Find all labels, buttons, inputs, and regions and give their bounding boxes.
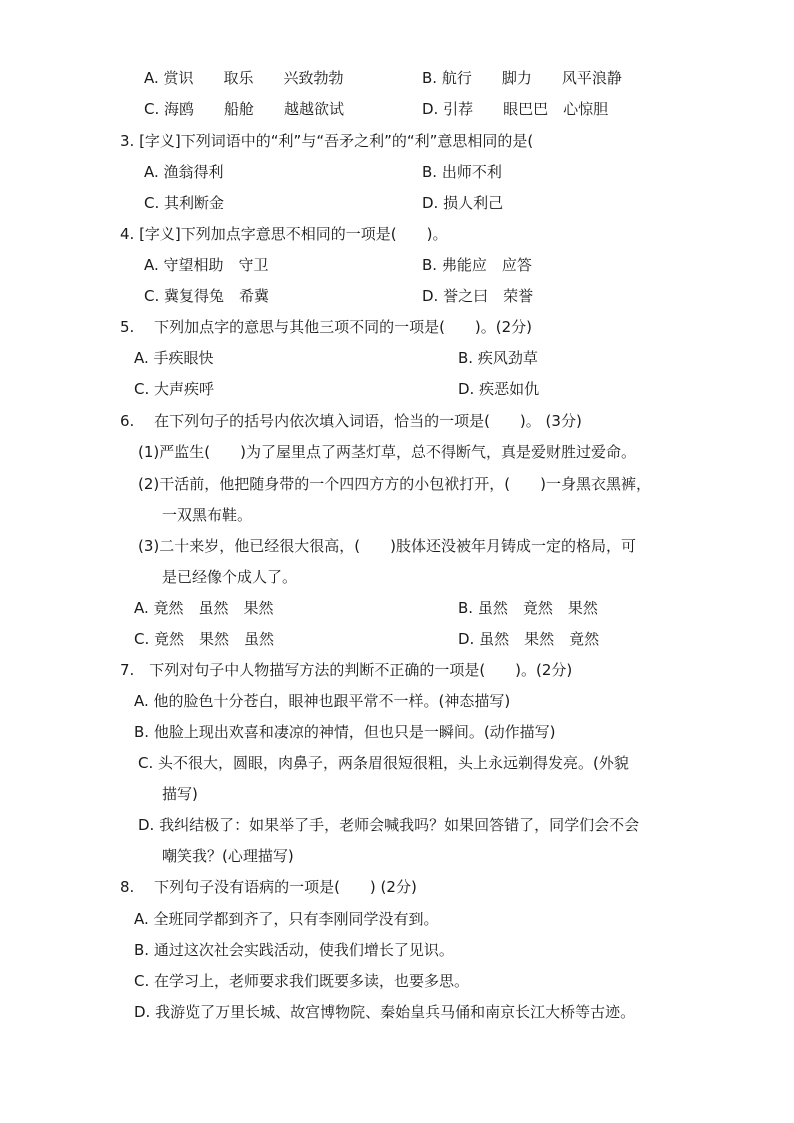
q6-stem: 6. 在下列句子的括号内依次填入词语，恰当的一项是( )。 (3分) (120, 412, 582, 430)
q4-option-b: B. 弗能应 应答 (422, 256, 532, 274)
q7-option-d-cont: 嘲笑我？(心理描写) (162, 847, 294, 865)
q2-option-c: C. 海鸥 船舱 越越欲试 (144, 100, 345, 118)
q3-option-a: A. 渔翁得利 (144, 163, 224, 181)
q4-option-d: D. 誉之曰 荣誉 (422, 287, 534, 305)
q7-option-a: A. 他的脸色十分苍白，眼神也跟平常不一样。(神态描写) (134, 692, 511, 710)
q6-sentence-2: (2)干活前，他把随身带的一个四四方方的小包袱打开，( )一身黑衣黑裤， (138, 475, 651, 493)
q5-option-d: D. 疾恶如仇 (458, 380, 540, 398)
q8-stem: 8. 下列句子没有语病的一项是( ) (2分) (120, 878, 417, 896)
q7-option-b: B. 他脸上现出欢喜和凄凉的神情，但也只是一瞬间。(动作描写) (134, 723, 556, 741)
q6-option-a: A. 竟然 虽然 果然 (134, 599, 274, 617)
q6-option-c: C. 竟然 果然 虽然 (134, 630, 275, 648)
q3-option-b: B. 出师不利 (422, 163, 502, 181)
q4-option-a: A. 守望相助 守卫 (144, 256, 269, 274)
q6-option-b: B. 虽然 竟然 果然 (458, 599, 598, 617)
q6-sentence-3: (3)二十来岁，他已经很大很高，( )肢体还没被年月铸成一定的格局，可 (138, 537, 636, 555)
q2-option-a: A. 赏识 取乐 兴致勃勃 (144, 69, 344, 87)
q4-option-c: C. 冀复得兔 希冀 (144, 287, 270, 305)
q6-option-d: D. 虽然 果然 竟然 (458, 630, 600, 648)
q3-option-c: C. 其利断金 (144, 194, 225, 212)
q8-option-a: A. 全班同学都到齐了，只有李刚同学没有到。 (134, 910, 439, 928)
q8-option-d: D. 我游览了万里长城、故宫博物院、秦始皇兵马俑和南京长江大桥等古迹。 (134, 1003, 636, 1021)
q2-option-d: D. 引荐 眼巴巴 心惊胆 (422, 100, 609, 118)
q5-option-a: A. 手疾眼快 (134, 349, 214, 367)
q7-option-d: D. 我纠结极了：如果举了手，老师会喊我吗？如果回答错了，同学们会不会 (138, 816, 640, 834)
q8-option-c: C. 在学习上，老师要求我们既要多读，也要多思。 (134, 972, 470, 990)
q2-option-b: B. 航行 脚力 风平浪静 (422, 69, 622, 87)
q5-option-c: C. 大声疾呼 (134, 380, 215, 398)
q7-option-c-cont: 描写) (162, 785, 198, 803)
q7-stem: 7. 下列对句子中人物描写方法的判断不正确的一项是( )。(2分) (120, 661, 573, 679)
q8-option-b: B. 通过这次社会实践活动，使我们增长了见识。 (134, 941, 454, 959)
q5-stem: 5. 下列加点字的意思与其他三项不同的一项是( )。(2分) (120, 318, 533, 336)
q6-sentence-3-cont: 是已经像个成人了。 (162, 568, 298, 586)
q4-stem: 4. [字义]下列加点字意思不相同的一项是( )。 (120, 225, 448, 243)
q6-sentence-2-cont: 一双黑布鞋。 (162, 506, 253, 524)
q5-option-b: B. 疾风劲草 (458, 349, 538, 367)
q6-sentence-1: (1)严监生( )为了屋里点了两茎灯草，总不得断气，真是爱财胜过爱命。 (138, 443, 636, 461)
q3-stem: 3. [字义]下列词语中的“利”与“吾矛之利”的“利”意思相同的是( (120, 132, 534, 150)
q7-option-c: C. 头不很大，圆眼，肉鼻子，两条眉很短很粗，头上永远剃得发亮。(外貌 (138, 754, 629, 772)
q3-option-d: D. 损人利己 (422, 194, 504, 212)
